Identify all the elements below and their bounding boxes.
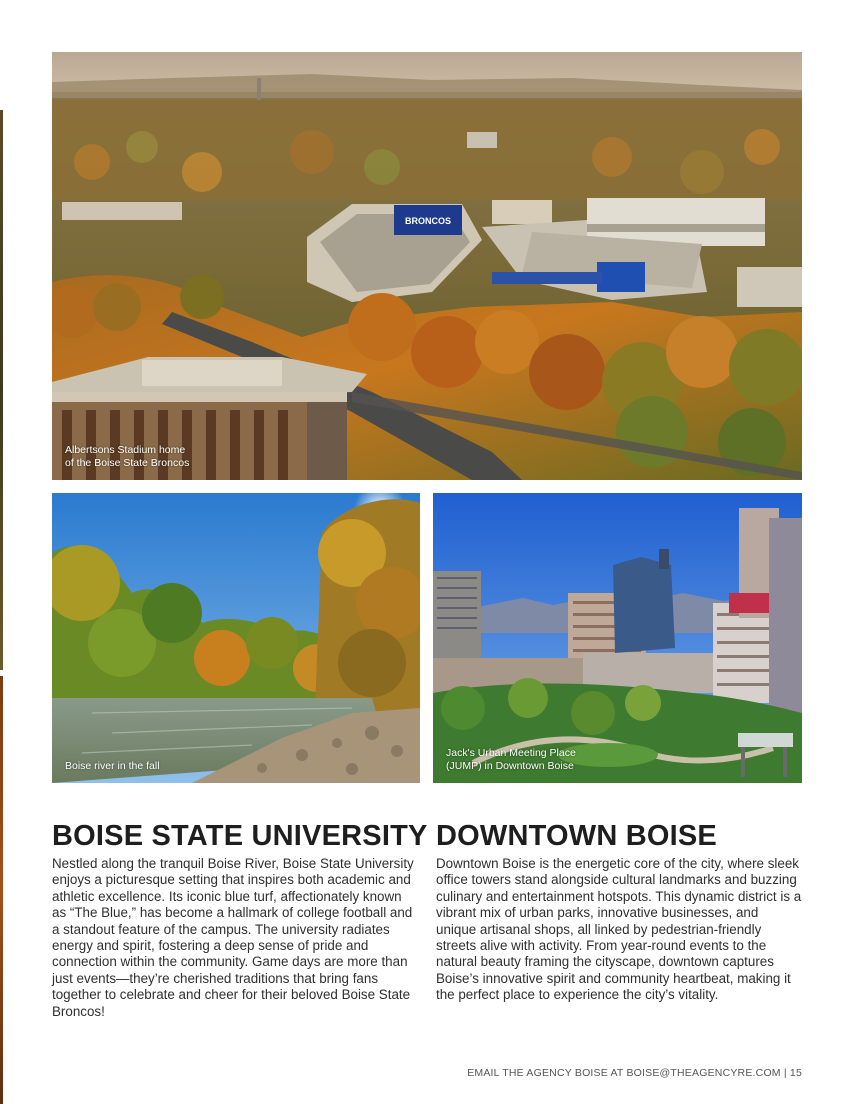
downtown-caption: Jack's Urban Meeting Place (JUMP) in Downtown Boise	[446, 747, 576, 772]
page-edge-strip	[0, 110, 3, 670]
university-body: Nestled along the tranquil Boise River, Boise State University enjoys a picturesque setting that inspires both academic and athletic excellence. Its iconic blue turf, affectionately known as “The Blue,” has become a hallmark of college football and a standout feature of the campus. The university radiates energy and spirit, fostering a deep sense of pride and connection within the community. Game days are more than just events—they’re cherished traditions that bring fans together to celebrate and cheer for their beloved Boise State Broncos!	[52, 856, 414, 1019]
river-photo	[52, 493, 420, 783]
stadium-photo	[52, 52, 802, 480]
stadium-scene	[52, 52, 802, 480]
downtown-body: Downtown Boise is the energetic core of the city, where sleek office towers stand alongside cultural landmarks and buzzing culinary and entertainment hotspots. This dynamic district is a vibrant mix of urban parks, innovative businesses, and unique artisanal shops, all linked by pedestrian-friendly streets alive with activity. From year-round events to the natural beauty framing the cityscape, downtown captures Boise’s innovative spirit and community heartbeat, making it the perfect place to experience the city’s vitality.	[436, 856, 802, 1003]
stadium-caption: Albertsons Stadium home of the Boise State Broncos	[65, 444, 190, 469]
downtown-scene	[433, 493, 802, 783]
scoreboard-text: BRONCOS	[404, 216, 452, 226]
river-caption: Boise river in the fall	[65, 760, 160, 772]
page-edge-strip	[0, 676, 3, 1104]
downtown-heading: DOWNTOWN BOISE	[436, 820, 717, 852]
page-footer: EMAIL THE AGENCY BOISE AT BOISE@THEAGENCYRE.COM | 15	[467, 1067, 802, 1079]
river-scene	[52, 493, 420, 783]
downtown-photo	[433, 493, 802, 783]
university-heading: BOISE STATE UNIVERSITY	[52, 820, 428, 852]
